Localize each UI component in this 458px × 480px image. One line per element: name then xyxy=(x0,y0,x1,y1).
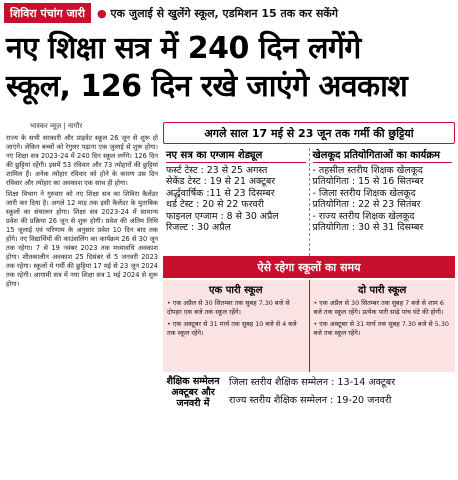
sports-row: प्रतियोगिता : 22 से 23 सितंबर xyxy=(312,199,421,210)
kicker-bar xyxy=(0,0,458,26)
sports-row: - राज्य स्तरीय शिक्षक खेलकूद xyxy=(312,210,415,222)
exam-row: अर्द्धवार्षिक :11 से 23 दिसम्बर xyxy=(166,187,275,199)
kicker-tag: शिविरा पंचांग जारी xyxy=(4,3,91,23)
exam-row: रिजल्ट : 30 अप्रैल xyxy=(166,222,231,233)
conference-schedule xyxy=(163,374,455,420)
kicker-subtitle xyxy=(97,6,338,21)
headline-line-1: नए शिक्षा सत्र में 240 दिन लगेंगे xyxy=(6,31,361,66)
school-timing-banner: ऐसे रहेगा स्कूलों का समय xyxy=(163,256,455,278)
headline xyxy=(6,30,454,106)
single-shift-heading: एक पारी स्कूल xyxy=(209,285,263,296)
exam-schedule-heading: नए सत्र का एग्जाम शेड्यूल xyxy=(166,150,306,163)
exam-row: सेकेंड टेस्ट : 19 से 21 अक्टूबर xyxy=(166,176,276,187)
double-shift-timing xyxy=(310,280,456,372)
conference-item: राज्य स्तरीय शैक्षिक सम्मेलन : 19-20 जनवरी xyxy=(229,395,392,406)
sports-row: प्रतियोगिता : 30 से 31 दिसम्बर xyxy=(312,222,424,233)
info-box xyxy=(163,122,455,478)
conference-item: जिला स्तरीय शैक्षिक सम्मेलन : 13-14 अक्टूबर xyxy=(229,377,396,388)
exam-schedule xyxy=(163,148,310,256)
single-shift-line: • एक अप्रैल से 30 सितम्बर तक सुबह 7.30 बजे से दोपहर एक बजे तक स्कूल रहेंगे। xyxy=(167,299,290,316)
kicker-subtitle-text: एक जुलाई से खुलेंगे स्कूल, एडमिशन 15 तक कर सकेंगे xyxy=(110,6,338,20)
exam-row: फाइनल एग्जाम : 8 से 30 अप्रैल xyxy=(166,210,279,222)
sports-schedule-heading: खेलकूद प्रतियोगिताओं का कार्यक्रम xyxy=(313,150,453,163)
article-paragraph-1: राज्य के सभी सरकारी और प्राइवेट स्कूल 26 जून से शुरू हो जाएंगे। लेकिन बच्चों को रेगुलर पढ़ाना एक जुलाई से शुरू होगा। नए शिक्षा सत्र 2023-24 में 240 दिन स्कूल लगेंगे। 126 दिन की छुट्टियां रहेंगी। इसमें 53 रविवार और 73 त्योहारों की छुट्टियां शामिल हैं। अनेक त्योहार रविवार को होने के कारण उस दिन रविवार और त्योहार का अवकाश एक साथ ही होगा। xyxy=(6,134,158,187)
article-paragraph-2: शिक्षा विभाग ने गुरुवार को नए शिक्षा सत्र का शिविरा कैलेंडर जारी कर दिया है। अगले 12 माह तक इसी कैलेंडर के मुताबिक स्कूलों का संचालन होगा। शिक्षा सत्र 2023-24 में सामान्य प्रवेश की प्रक्रिया 26 जून से शुरू होगी। प्रवेश की अंतिम तिथि 15 जुलाई एवं परिणाम के अनुसार प्रवेश 10 दिन बाद तक होंगे। नए विद्यार्थियों की काउंसलिंग का कार्यक्रम 26 से 30 जून तक रहेगा। 7 से 19 नवंबर 2023 तक मध्यावधि अवकाश होगा। शीतकालीन अवकाश 25 दिसंबर से 5 जनवरी 2023 तक रहेगा। स्कूलों में गर्मी की छुट्टियां 17 मई से 23 जून 2024 तक रहेगी। आगामी सत्र में नया शिक्षा सत्र 1 मई 2024 से शुरू होगा। xyxy=(6,190,158,288)
sports-row: प्रतियोगिता : 15 से 16 सितम्बर xyxy=(312,176,424,187)
conference-label: शैक्षिक सम्मेलन अक्टूबर और जनवरी में xyxy=(166,376,220,409)
exam-row: थर्ड टेस्ट : 20 से 22 फरवरी xyxy=(166,199,264,210)
byline: भास्कर न्यूज़ | नागौर xyxy=(30,122,83,130)
summer-vacation-banner: अगले साल 17 मई से 23 जून तक गर्मी की छुट्टियां xyxy=(163,122,455,144)
sports-row: - तहसील स्तरीय शिक्षक खेलकूद xyxy=(312,164,423,176)
schedules xyxy=(163,148,455,256)
headline-line-2: स्कूल, 126 दिन रखे जाएंगे अवकाश xyxy=(6,69,408,104)
sports-schedule xyxy=(310,148,456,256)
single-shift-line: • एक अक्टूबर से 31 मार्च तक सुबह 10 बजे से 4 बजे तक स्कूल रहेंगे। xyxy=(167,320,297,337)
sports-row: - जिला स्तरीय शिक्षक खेलकूद xyxy=(312,187,416,199)
conference-list xyxy=(223,374,455,420)
double-shift-line: • एक अप्रैल से 30 सितम्बर तक सुबह 7 बजे से शाम 6 बजे तक स्कूल रहेंगे। प्रत्येक पारी साढ़े पांच घंटे की होगी। xyxy=(313,299,444,316)
double-shift-line: • एक अक्टूबर से 31 मार्च तक सुबह 7.30 बजे से 5.30 बजे तक स्कूल रहेंगे। xyxy=(313,320,449,337)
single-shift-timing xyxy=(163,280,310,372)
double-shift-heading: दो पारी स्कूल xyxy=(358,285,407,296)
school-timings xyxy=(163,280,455,372)
article-body xyxy=(6,134,158,434)
bullet-icon: ● xyxy=(96,6,107,20)
exam-row: फर्स्ट टेस्ट : 23 से 25 अगस्त xyxy=(166,164,268,176)
